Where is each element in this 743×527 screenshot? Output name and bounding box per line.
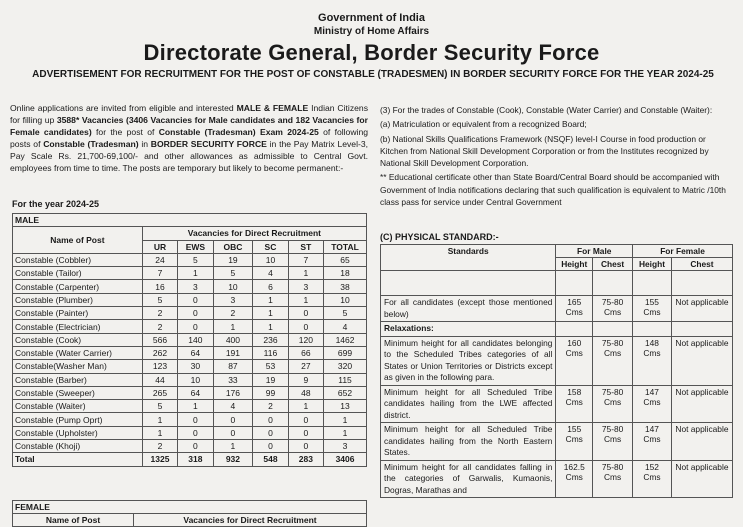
vacancy-cell: 1 <box>253 320 288 333</box>
vacancy-cell: 115 <box>324 373 367 386</box>
col-header-ur: UR <box>142 240 177 253</box>
standard-description: For all candidates (except those mentioned below) <box>381 296 556 322</box>
standard-row <box>381 385 733 423</box>
post-name: Constable (Cook) <box>13 333 143 346</box>
vacancy-cell: 116 <box>253 346 288 359</box>
standard-value: 147 Cms <box>633 423 672 461</box>
table-row <box>13 373 367 386</box>
standard-description: Relaxations: <box>381 322 556 337</box>
standard-value: 155 Cms <box>556 423 593 461</box>
standard-value: Not applicable <box>671 385 732 423</box>
standard-row <box>381 336 733 385</box>
table-row <box>13 360 367 373</box>
vacancy-cell: 0 <box>288 440 323 453</box>
standard-value: 75-80 Cms <box>593 423 633 461</box>
vacancy-cell: 1 <box>288 293 323 306</box>
total-cell: 548 <box>253 453 288 466</box>
vacancy-cell: 0 <box>178 320 213 333</box>
total-label: Total <box>13 453 143 466</box>
post-name: Constable (Water Carrier) <box>13 346 143 359</box>
vacancy-cell: 5 <box>324 307 367 320</box>
total-cell: 1325 <box>142 453 177 466</box>
standard-value: 148 Cms <box>633 336 672 385</box>
eligibility-section <box>380 104 732 210</box>
male-header: For Male <box>556 245 633 258</box>
standard-value: 152 Cms <box>633 460 672 498</box>
vacancy-cell: 3 <box>324 440 367 453</box>
vacancy-cell: 2 <box>142 440 177 453</box>
vacancy-cell: 4 <box>324 320 367 333</box>
vacancy-cell: 87 <box>213 360 253 373</box>
vacancy-cell: 1462 <box>324 333 367 346</box>
vacancy-cell: 64 <box>178 386 213 399</box>
vacancy-cell: 0 <box>288 413 323 426</box>
vacancy-cell: 16 <box>142 280 177 293</box>
vacancy-cell: 48 <box>288 386 323 399</box>
col-header-sc: SC <box>253 240 288 253</box>
male-section-label: MALE <box>13 214 367 227</box>
ministry-title: Ministry of Home Affairs <box>313 26 430 37</box>
post-name: Constable (Cobbler) <box>13 253 143 266</box>
vacancy-cell: 13 <box>324 400 367 413</box>
vacancy-cell: 9 <box>288 373 323 386</box>
female-section-label: FEMALE <box>13 501 367 514</box>
vacancy-cell: 0 <box>288 426 323 439</box>
vacancy-cell: 66 <box>288 346 323 359</box>
std-subheader: Height <box>556 258 593 271</box>
standards-header: Standards <box>381 245 556 271</box>
vacancy-cell: 1 <box>288 400 323 413</box>
col-header-total: TOTAL <box>324 240 367 253</box>
year-heading: For the year 2024-25 <box>12 199 100 209</box>
vacancy-cell: 5 <box>142 293 177 306</box>
standard-value: Not applicable <box>671 423 732 461</box>
vacancy-cell: 1 <box>324 426 367 439</box>
table-row <box>13 386 367 399</box>
female-vacancy-table <box>12 500 367 527</box>
standard-value: 155 Cms <box>633 296 672 322</box>
physical-standard-table <box>380 244 733 498</box>
vacancy-cell: 0 <box>213 426 253 439</box>
vacancy-cell: 0 <box>178 413 213 426</box>
standard-value: Not applicable <box>671 460 732 498</box>
standard-value <box>556 322 593 337</box>
vacancy-cell: 10 <box>178 373 213 386</box>
standard-value: 158 Cms <box>556 385 593 423</box>
advertisement-title: ADVERTISEMENT FOR RECRUITMENT FOR THE POST OF CONSTABLE (TRADESMEN) IN BORDER SECURITY FORCE FOR THE YEAR 2024-25 <box>32 69 714 80</box>
vacancy-cell: 10 <box>253 253 288 266</box>
vacancy-cell: 140 <box>178 333 213 346</box>
standard-value: 75-80 Cms <box>593 385 633 423</box>
vacancy-cell: 176 <box>213 386 253 399</box>
post-name: Constable (Khoji) <box>13 440 143 453</box>
trade-eligibility-heading: (3) For the trades of Constable (Cook), Constable (Water Carrier) and Constable (Waiter): <box>380 105 713 115</box>
post-name: Constable (Upholster) <box>13 426 143 439</box>
vacancy-cell: 0 <box>288 307 323 320</box>
standard-value: 75-80 Cms <box>593 460 633 498</box>
intro-paragraph: Online applications are invited from eligible and interested MALE & FEMALE Indian Citizens for filling up 3588* Vacancies (3406 Vacancies for Male candidates and 182 Vacancies for Female candidates) for the post of Constable (Tradesman) Exam 2024-25 of following posts of Constable (Tradesman) in BORDER SECURITY FORCE in the Pay Matrix Level-3, Pay Scale Rs. 21,700-69,100/- and other allowances as admissible to Central Govt. employees from time to time. The posts are temporary but likely to become permanent:- <box>10 103 369 173</box>
vacancy-cell: 652 <box>324 386 367 399</box>
vacancy-cell: 0 <box>288 320 323 333</box>
vacancy-cell: 0 <box>253 440 288 453</box>
table-row <box>13 320 367 333</box>
vacancy-cell: 5 <box>142 400 177 413</box>
post-name: Constable (Tailor) <box>13 267 143 280</box>
vacancy-cell: 0 <box>178 293 213 306</box>
total-cell: 318 <box>178 453 213 466</box>
table-row <box>13 426 367 439</box>
table-row <box>13 267 367 280</box>
vacancy-cell: 265 <box>142 386 177 399</box>
vacancy-cell: 1 <box>178 400 213 413</box>
vacancy-cell: 2 <box>142 307 177 320</box>
col-header-ews: EWS <box>178 240 213 253</box>
standard-value <box>633 322 672 337</box>
vacancy-cell: 699 <box>324 346 367 359</box>
table-row <box>13 293 367 306</box>
vacancy-cell: 120 <box>288 333 323 346</box>
female-col-post-header: Name of Post <box>13 514 134 527</box>
table-row <box>13 253 367 266</box>
vacancy-cell: 3 <box>288 280 323 293</box>
vacancy-cell: 4 <box>213 400 253 413</box>
standard-description: Minimum height for all Scheduled Tribe candidates hailing from the North Eastern States. <box>381 423 556 461</box>
vacancy-cell: 400 <box>213 333 253 346</box>
vacancy-cell: 5 <box>213 267 253 280</box>
total-cell: 283 <box>288 453 323 466</box>
vacancy-cell: 1 <box>213 440 253 453</box>
col-header-st: ST <box>288 240 323 253</box>
post-name: Constable (Pump Oprt) <box>13 413 143 426</box>
standard-row <box>381 322 733 337</box>
std-subheader: Chest <box>671 258 732 271</box>
female-header: For Female <box>633 245 733 258</box>
vacancy-cell: 1 <box>213 320 253 333</box>
total-cell: 932 <box>213 453 253 466</box>
vacancy-cell: 1 <box>253 307 288 320</box>
std-subheader: Height <box>633 258 672 271</box>
vacancy-cell: 4 <box>253 267 288 280</box>
standard-value: 147 Cms <box>633 385 672 423</box>
table-row <box>13 440 367 453</box>
post-name: Constable (Barber) <box>13 373 143 386</box>
vacancy-cell: 6 <box>253 280 288 293</box>
vacancy-cell: 33 <box>213 373 253 386</box>
vacancy-cell: 65 <box>324 253 367 266</box>
vacancy-cell: 2 <box>213 307 253 320</box>
standard-value: Not applicable <box>671 296 732 322</box>
vacancy-cell: 236 <box>253 333 288 346</box>
col-group-header: Vacancies for Direct Recruitment <box>142 227 366 240</box>
vacancy-cell: 0 <box>253 426 288 439</box>
vacancy-cell: 3 <box>213 293 253 306</box>
vacancy-cell: 44 <box>142 373 177 386</box>
standard-description: Minimum height for all candidates falling in the categories of Garwalis, Kumaonis, Dogras, Marathas and <box>381 460 556 498</box>
vacancy-cell: 0 <box>178 307 213 320</box>
male-vacancy-table <box>12 213 367 467</box>
vacancy-cell: 123 <box>142 360 177 373</box>
standard-value: Not applicable <box>671 336 732 385</box>
vacancy-cell: 0 <box>178 426 213 439</box>
vacancy-cell: 24 <box>142 253 177 266</box>
vacancy-cell: 320 <box>324 360 367 373</box>
vacancy-cell: 1 <box>142 426 177 439</box>
vacancy-cell: 19 <box>253 373 288 386</box>
std-subheader: Chest <box>593 258 633 271</box>
table-row <box>13 307 367 320</box>
female-col-group-header: Vacancies for Direct Recruitment <box>134 514 367 527</box>
col-post-header: Name of Post <box>13 227 143 254</box>
standard-row <box>381 423 733 461</box>
physical-standard-heading: (C) PHYSICAL STANDARD:- <box>380 232 499 242</box>
vacancy-cell: 19 <box>213 253 253 266</box>
vacancy-cell: 0 <box>213 413 253 426</box>
vacancy-cell: 38 <box>324 280 367 293</box>
table-row <box>13 346 367 359</box>
standard-value: 162.5 Cms <box>556 460 593 498</box>
table-row <box>13 333 367 346</box>
standard-value <box>671 322 732 337</box>
directorate-title: Directorate General, Border Security Force <box>143 40 600 65</box>
vacancy-cell: 5 <box>178 253 213 266</box>
standard-row <box>381 296 733 322</box>
total-row <box>13 453 367 466</box>
vacancy-cell: 1 <box>288 267 323 280</box>
standard-value: 165 Cms <box>556 296 593 322</box>
post-name: Constable (Sweeper) <box>13 386 143 399</box>
vacancy-cell: 0 <box>178 440 213 453</box>
table-row <box>13 413 367 426</box>
col-header-obc: OBC <box>213 240 253 253</box>
vacancy-cell: 10 <box>213 280 253 293</box>
post-name: Constable(Washer Man) <box>13 360 143 373</box>
standard-value: 75-80 Cms <box>593 336 633 385</box>
table-row <box>13 280 367 293</box>
table-row <box>13 400 367 413</box>
post-name: Constable (Electrician) <box>13 320 143 333</box>
vacancy-cell: 53 <box>253 360 288 373</box>
standard-description: Minimum height for all candidates belonging to the Scheduled Tribes categories of all States or Union Territories or Districts except as given in the following para. <box>381 336 556 385</box>
eligibility-a: (a) Matriculation or equivalent from a recognized Board; <box>380 119 587 130</box>
vacancy-cell: 10 <box>324 293 367 306</box>
vacancy-cell: 64 <box>178 346 213 359</box>
spacer-cell <box>381 271 556 296</box>
standard-row <box>381 460 733 498</box>
standard-value: 75-80 Cms <box>593 296 633 322</box>
vacancy-cell: 3 <box>178 280 213 293</box>
vacancy-cell: 99 <box>253 386 288 399</box>
eligibility-b: (b) National Skills Qualifications Framework (NSQF) level-I Course in food production or Kitchen from National Skill Development Corporation or from the Institutes recognized by National Skill Development Corporation. <box>380 133 709 169</box>
vacancy-cell: 1 <box>253 293 288 306</box>
eligibility-note: ** Educational certificate other than State Board/Central Board should be accompanied with Government of India notifications declaring that such qualification is equivalent to Matric /10th class pass for service under Central Government <box>380 172 726 208</box>
vacancy-cell: 2 <box>142 320 177 333</box>
vacancy-cell: 566 <box>142 333 177 346</box>
post-name: Constable (Carpenter) <box>13 280 143 293</box>
vacancy-cell: 30 <box>178 360 213 373</box>
standard-value <box>593 322 633 337</box>
vacancy-cell: 262 <box>142 346 177 359</box>
vacancy-cell: 2 <box>253 400 288 413</box>
vacancy-cell: 1 <box>142 413 177 426</box>
vacancy-cell: 1 <box>178 267 213 280</box>
vacancy-cell: 7 <box>288 253 323 266</box>
vacancy-cell: 191 <box>213 346 253 359</box>
vacancy-cell: 18 <box>324 267 367 280</box>
vacancy-cell: 27 <box>288 360 323 373</box>
vacancy-cell: 7 <box>142 267 177 280</box>
standard-description: Minimum height for all Scheduled Tribe candidates hailing from the LWE affected district. <box>381 385 556 423</box>
standard-value: 160 Cms <box>556 336 593 385</box>
vacancy-cell: 0 <box>253 413 288 426</box>
post-name: Constable (Plumber) <box>13 293 143 306</box>
total-cell: 3406 <box>324 453 367 466</box>
vacancy-cell: 1 <box>324 413 367 426</box>
post-name: Constable (Waiter) <box>13 400 143 413</box>
post-name: Constable (Painter) <box>13 307 143 320</box>
government-title: Government of India <box>318 12 425 24</box>
